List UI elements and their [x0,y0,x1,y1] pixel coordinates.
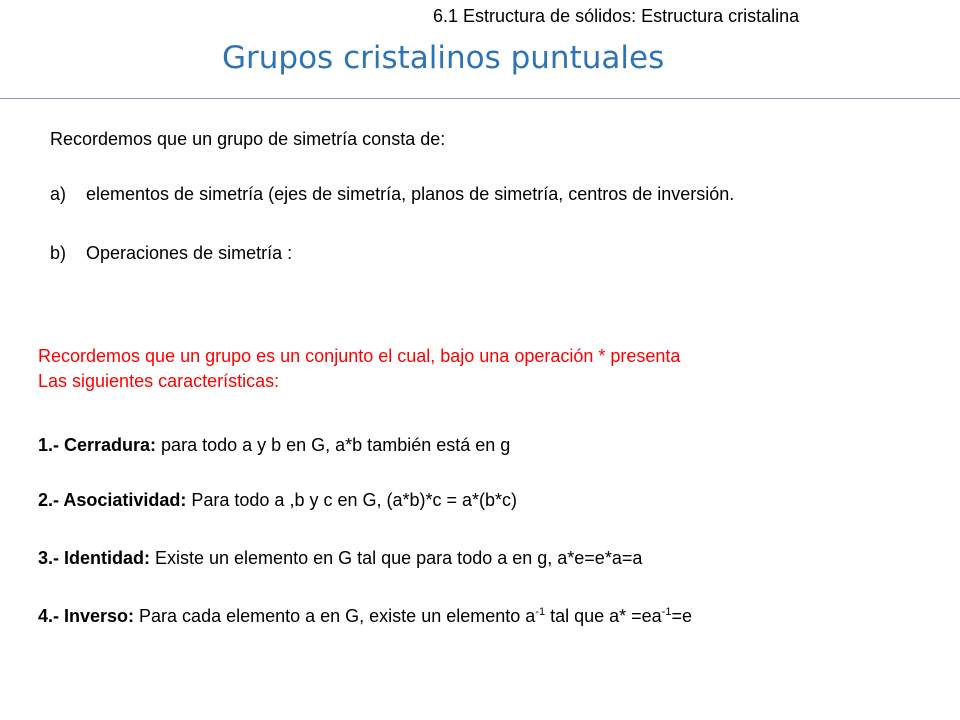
slide-title: Grupos cristalinos puntuales [222,40,665,76]
superscript: -1 [535,606,546,618]
group-definition-line: Recordemos que un grupo es un conjunto el cual, bajo una operación * presenta [38,346,681,366]
list-item-a [50,184,734,205]
group-definition [38,344,938,394]
property-closure [38,435,510,456]
property-text: Existe un elemento en G tal que para todo a en g, a*e=e*a=a [150,548,643,568]
intro-text: Recordemos que un grupo de simetría consta de: [50,129,446,149]
property-text: para todo a y b en G, a*b también está en g [156,435,511,455]
group-definition-line: Las siguientes características: [38,371,280,391]
list-item-text: elementos de simetría (ejes de simetría, planos de simetría, centros de inversión. [86,184,735,204]
list-marker: a) [50,184,67,204]
property-text: Para cada elemento a en G, existe un elemento a [134,606,536,626]
property-text: =e [671,606,692,626]
property-text: tal que a* =ea [545,606,662,626]
property-term: 3.- Identidad: [38,548,150,568]
property-term: 1.- Cerradura: [38,435,157,455]
property-inverse [38,606,692,627]
property-associativity [38,490,517,511]
property-term: 2.- Asociatividad: [38,490,187,510]
property-text: Para todo a ,b y c en G, (a*b)*c = a*(b*c) [186,490,518,510]
list-marker: b) [50,243,67,263]
list-item-text: Operaciones de simetría : [86,243,293,263]
property-term: 4.- Inverso: [38,606,135,626]
section-label: 6.1 Estructura de sólidos: Estructura cristalina [433,6,800,26]
title-divider [0,98,960,99]
list-item-b [50,243,292,264]
superscript: -1 [661,606,672,618]
property-identity [38,548,642,569]
